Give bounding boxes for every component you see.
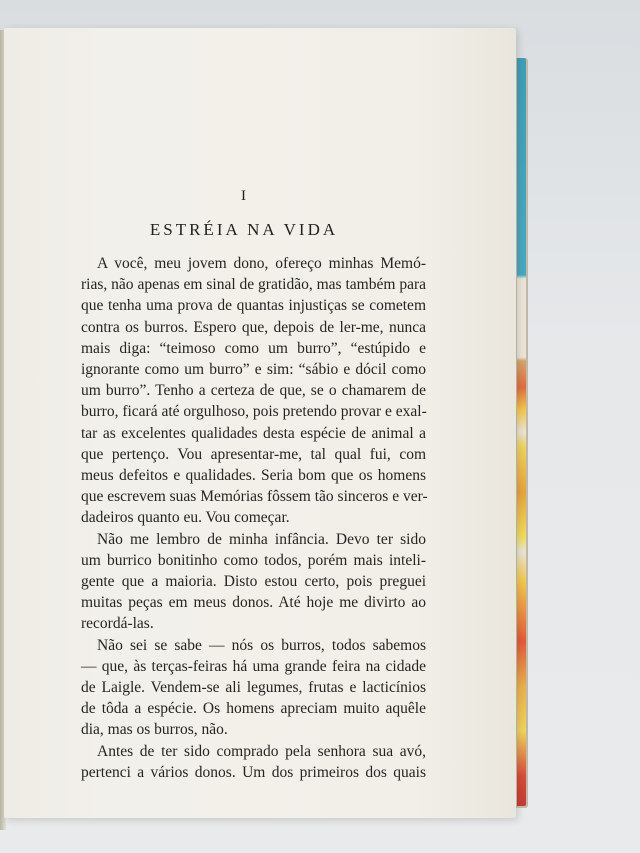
text-line: — que, às terças-feiras há uma grande feira na cidade: [81, 657, 426, 675]
text-line: de tôda a espécie. Os homens apreciam muito aquêle: [81, 700, 426, 718]
text-line: gente que a maioria. Disto estou certo, pois preguei: [81, 573, 426, 591]
text-line: Não sei se sabe — nós os burros, todos sabemos: [97, 636, 426, 654]
book-page: [4, 28, 516, 818]
text-line: A você, meu jovem dono, ofereço minhas Memó-: [97, 255, 426, 272]
paragraph-1: [81, 253, 426, 529]
text-line: pertenci a vários donos. Um dos primeiros dos quais: [81, 763, 426, 781]
text-line: mais diga: “teimoso como um burro”, “estúpido e: [81, 339, 426, 357]
text-line: burro, ficará até orgulhoso, pois pretendo provar e exal-: [81, 403, 427, 421]
text-line: tar as excelentes qualidades desta espécie de animal a: [81, 424, 426, 442]
chapter-title: ESTRÉIA NA VIDA: [149, 220, 339, 239]
text-line: Antes de ter sido comprado pela senhora sua avó,: [97, 742, 426, 760]
chapter-number: I: [241, 188, 247, 204]
text-line: de Laigle. Vendem-se ali legumes, frutas e lacticínios: [81, 679, 426, 697]
text-line: um burro”. Tenho a certeza de que, se o chamarem de: [81, 382, 426, 400]
text-line: dia, mas os burros, não.: [81, 721, 228, 739]
text-line: que tenha uma prova de quantas injustiças se cometem: [81, 297, 426, 315]
text-line: Não me lembro de minha infância. Devo ter sido: [97, 530, 426, 548]
text-line: dadeiros quanto eu. Vou começar.: [81, 509, 290, 527]
paragraph-2: [81, 529, 426, 635]
text-line: recordá-las.: [81, 615, 154, 633]
paragraph-3: [81, 635, 426, 741]
text-line: contra os burros. Espero que, depois de ler-me, nunca: [81, 318, 426, 336]
text-line: rias, não apenas em sinal de gratidão, mas também para: [81, 276, 426, 294]
text-line: que escrevem suas Memórias fôssem tão sinceros e ver-: [81, 488, 428, 506]
text-line: muitas peças em meus donos. Até hoje me divirto ao: [81, 594, 426, 612]
book-cover-edge: [517, 58, 526, 806]
chapter-body: [81, 253, 426, 783]
paragraph-4: [81, 741, 426, 783]
text-line: que pertenço. Vou apresentar-me, tal qual fui, com: [81, 445, 426, 463]
text-line: ignorante como um burro” e sim: “sábio e dócil como: [81, 361, 426, 379]
text-line: um burrico bonitinho como todos, porém mais inteli-: [81, 551, 426, 569]
text-line: meus defeitos e qualidades. Seria bom que os homens: [81, 467, 426, 485]
